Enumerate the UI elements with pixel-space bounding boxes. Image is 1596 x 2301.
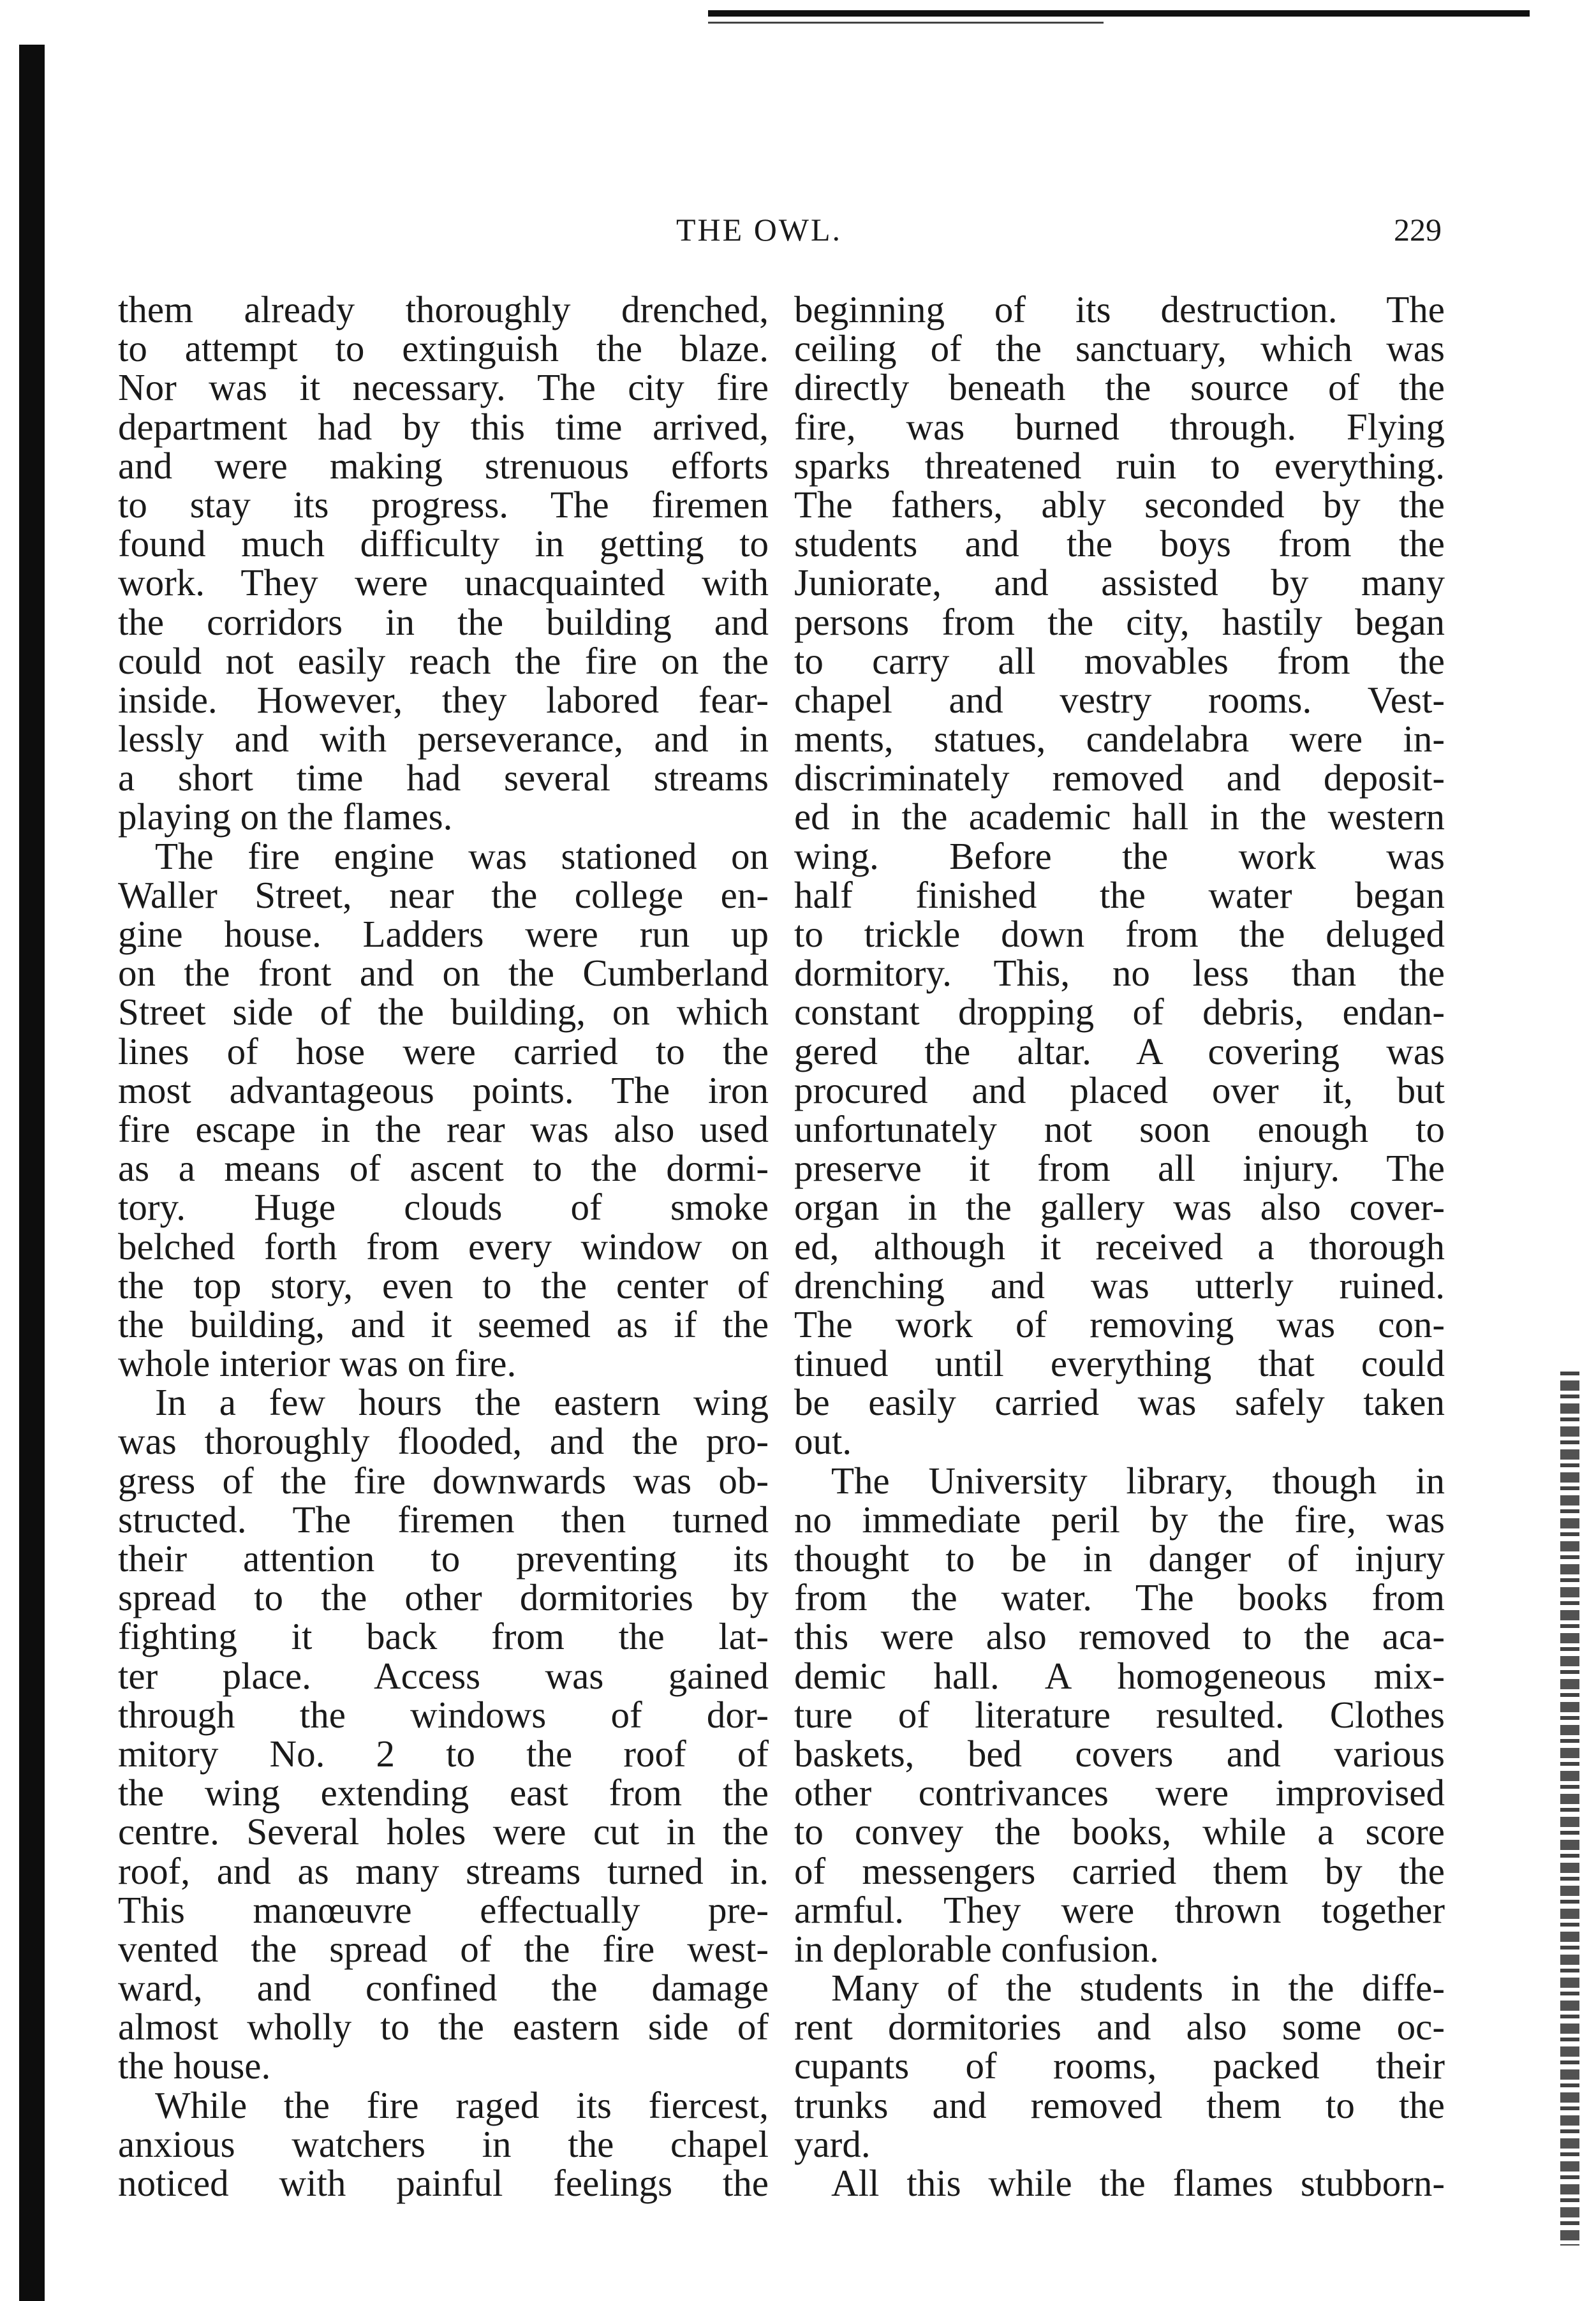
text-line: to trickle down from the deluged	[794, 913, 1445, 955]
text-line: be easily carried was safely taken	[794, 1381, 1445, 1424]
text-line: to stay its progress. The firemen	[118, 483, 769, 526]
text-line: Street side of the building, on which	[118, 991, 769, 1033]
text-line: The University library, though in	[831, 1459, 1445, 1502]
text-line: baskets, bed covers and various	[794, 1732, 1445, 1775]
text-line: tinued until everything that could	[794, 1342, 1445, 1385]
text-line: dormitory. This, no less than the	[794, 952, 1445, 995]
text-line: All this while the flames stubborn-	[831, 2162, 1445, 2204]
page-number: 229	[1394, 212, 1442, 248]
text-line: ter place. Access was gained	[118, 1654, 769, 1697]
text-line: on the front and on the Cumberland	[118, 952, 769, 995]
text-line: ward, and confined the damage	[118, 1967, 769, 2009]
text-line: the house.	[118, 2045, 271, 2087]
text-line: Juniorate, and assisted by many	[794, 561, 1445, 604]
text-line: lines of hose were carried to the	[118, 1030, 769, 1072]
text-line: work. They were unacquainted with	[118, 561, 769, 604]
text-line: lessly and with perseverance, and in	[118, 718, 769, 760]
text-line: playing on the flames.	[118, 795, 453, 838]
scan-page-edge-artifact	[1560, 1372, 1579, 2246]
text-line: anxious watchers in the chapel	[118, 2122, 769, 2165]
text-line: ceiling of the sanctuary, which was	[794, 327, 1445, 370]
text-line: While the fire raged its fiercest,	[155, 2083, 769, 2126]
text-line: and were making strenuous efforts	[118, 444, 769, 487]
text-line: mitory No. 2 to the roof of	[118, 1732, 769, 1775]
text-line: fighting it back from the lat-	[118, 1615, 769, 1658]
text-line: other contrivances were improvised	[794, 1772, 1445, 1814]
text-line: ed, although it received a thorough	[794, 1225, 1445, 1268]
text-line: to convey the books, while a score	[794, 1810, 1445, 1853]
text-line: the corridors in the building and	[118, 600, 769, 643]
text-line: inside. However, they labored fear-	[118, 678, 769, 721]
text-line: Many of the students in the diffe-	[831, 1967, 1445, 2009]
text-line: The work of removing was con-	[794, 1303, 1445, 1345]
text-line: ments, statues, candelabra were in-	[794, 718, 1445, 760]
text-line: The fathers, ably seconded by the	[794, 483, 1445, 526]
text-line: almost wholly to the eastern side of	[118, 2006, 769, 2048]
text-line: to attempt to extinguish the blaze.	[118, 327, 769, 370]
text-line: from the water. The books from	[794, 1576, 1445, 1619]
text-line: students and the boys from the	[794, 522, 1445, 565]
text-line: drenching and was utterly ruined.	[794, 1264, 1445, 1306]
text-line: roof, and as many streams turned in.	[118, 1849, 769, 1892]
text-column-left	[118, 290, 769, 2203]
text-line: yard.	[794, 2122, 871, 2165]
text-line: persons from the city, hastily began	[794, 600, 1445, 643]
text-line: whole interior was on fire.	[118, 1342, 517, 1385]
running-header	[115, 207, 1442, 258]
text-line: In a few hours the eastern wing	[155, 1381, 769, 1424]
text-line: them already thoroughly drenched,	[118, 288, 769, 330]
text-line: rent dormitories and also some oc-	[794, 2006, 1445, 2048]
text-line: Waller Street, near the college en-	[118, 873, 769, 916]
text-line: the top story, even to the center of	[118, 1264, 769, 1306]
text-line: fire, was burned through. Flying	[794, 405, 1445, 448]
text-line: organ in the gallery was also cover-	[794, 1186, 1445, 1229]
text-line: thought to be in danger of injury	[794, 1537, 1445, 1580]
scan-binding-edge	[19, 45, 45, 2301]
text-line: trunks and removed them to the	[794, 2083, 1445, 2126]
text-line: to carry all movables from the	[794, 639, 1445, 682]
text-line: wing. Before the work was	[794, 834, 1445, 877]
text-line: through the windows of dor-	[118, 1693, 769, 1736]
text-line: was thoroughly flooded, and the pro-	[118, 1420, 769, 1463]
text-line: as a means of ascent to the dormi-	[118, 1147, 769, 1190]
text-line: Nor was it necessary. The city fire	[118, 366, 769, 409]
text-line: cupants of rooms, packed their	[794, 2045, 1445, 2087]
text-line: their attention to preventing its	[118, 1537, 769, 1580]
text-line: the wing extending east from the	[118, 1772, 769, 1814]
text-line: a short time had several streams	[118, 757, 769, 799]
text-line: beginning of its destruction. The	[794, 288, 1445, 330]
text-line: preserve it from all injury. The	[794, 1147, 1445, 1190]
text-line: discriminately removed and deposit-	[794, 757, 1445, 799]
text-line: armful. They were thrown together	[794, 1888, 1445, 1931]
text-line: gine house. Ladders were run up	[118, 913, 769, 955]
text-line: out.	[794, 1420, 852, 1463]
text-column-right	[794, 290, 1445, 2203]
text-line: tory. Huge clouds of smoke	[118, 1186, 769, 1229]
text-line: in deplorable confusion.	[794, 1927, 1159, 1970]
text-line: unfortunately not soon enough to	[794, 1107, 1445, 1150]
text-line: centre. Several holes were cut in the	[118, 1810, 769, 1853]
text-line: ed in the academic hall in the western	[794, 795, 1445, 838]
text-line: half finished the water began	[794, 873, 1445, 916]
text-line: most advantageous points. The iron	[118, 1069, 769, 1111]
text-line: noticed with painful feelings the	[118, 2162, 769, 2204]
text-line: belched forth from every window on	[118, 1225, 769, 1268]
text-line: structed. The firemen then turned	[118, 1498, 769, 1541]
text-line: demic hall. A homogeneous mix-	[794, 1654, 1445, 1697]
scan-top-rule	[708, 10, 1530, 17]
text-line: found much difficulty in getting to	[118, 522, 769, 565]
text-line: constant dropping of debris, endan-	[794, 991, 1445, 1033]
text-line: could not easily reach the fire on the	[118, 639, 769, 682]
text-line: department had by this time arrived,	[118, 405, 769, 448]
text-line: ture of literature resulted. Clothes	[794, 1693, 1445, 1736]
text-line: fire escape in the rear was also used	[118, 1107, 769, 1150]
text-line: spread to the other dormitories by	[118, 1576, 769, 1619]
text-line: vented the spread of the fire west-	[118, 1927, 769, 1970]
text-line: of messengers carried them by the	[794, 1849, 1445, 1892]
text-line: sparks threatened ruin to everything.	[794, 444, 1445, 487]
running-title: THE OWL.	[676, 212, 843, 248]
text-line: The fire engine was stationed on	[155, 834, 769, 877]
text-line: This manœuvre effectually pre-	[118, 1888, 769, 1931]
text-line: procured and placed over it, but	[794, 1069, 1445, 1111]
text-line: gered the altar. A covering was	[794, 1030, 1445, 1072]
text-line: chapel and vestry rooms. Vest-	[794, 678, 1445, 721]
text-line: the building, and it seemed as if the	[118, 1303, 769, 1345]
text-line: directly beneath the source of the	[794, 366, 1445, 409]
text-line: gress of the fire downwards was ob-	[118, 1459, 769, 1502]
scan-top-rule-thin	[708, 22, 1104, 24]
text-line: this were also removed to the aca-	[794, 1615, 1445, 1658]
text-line: no immediate peril by the fire, was	[794, 1498, 1445, 1541]
